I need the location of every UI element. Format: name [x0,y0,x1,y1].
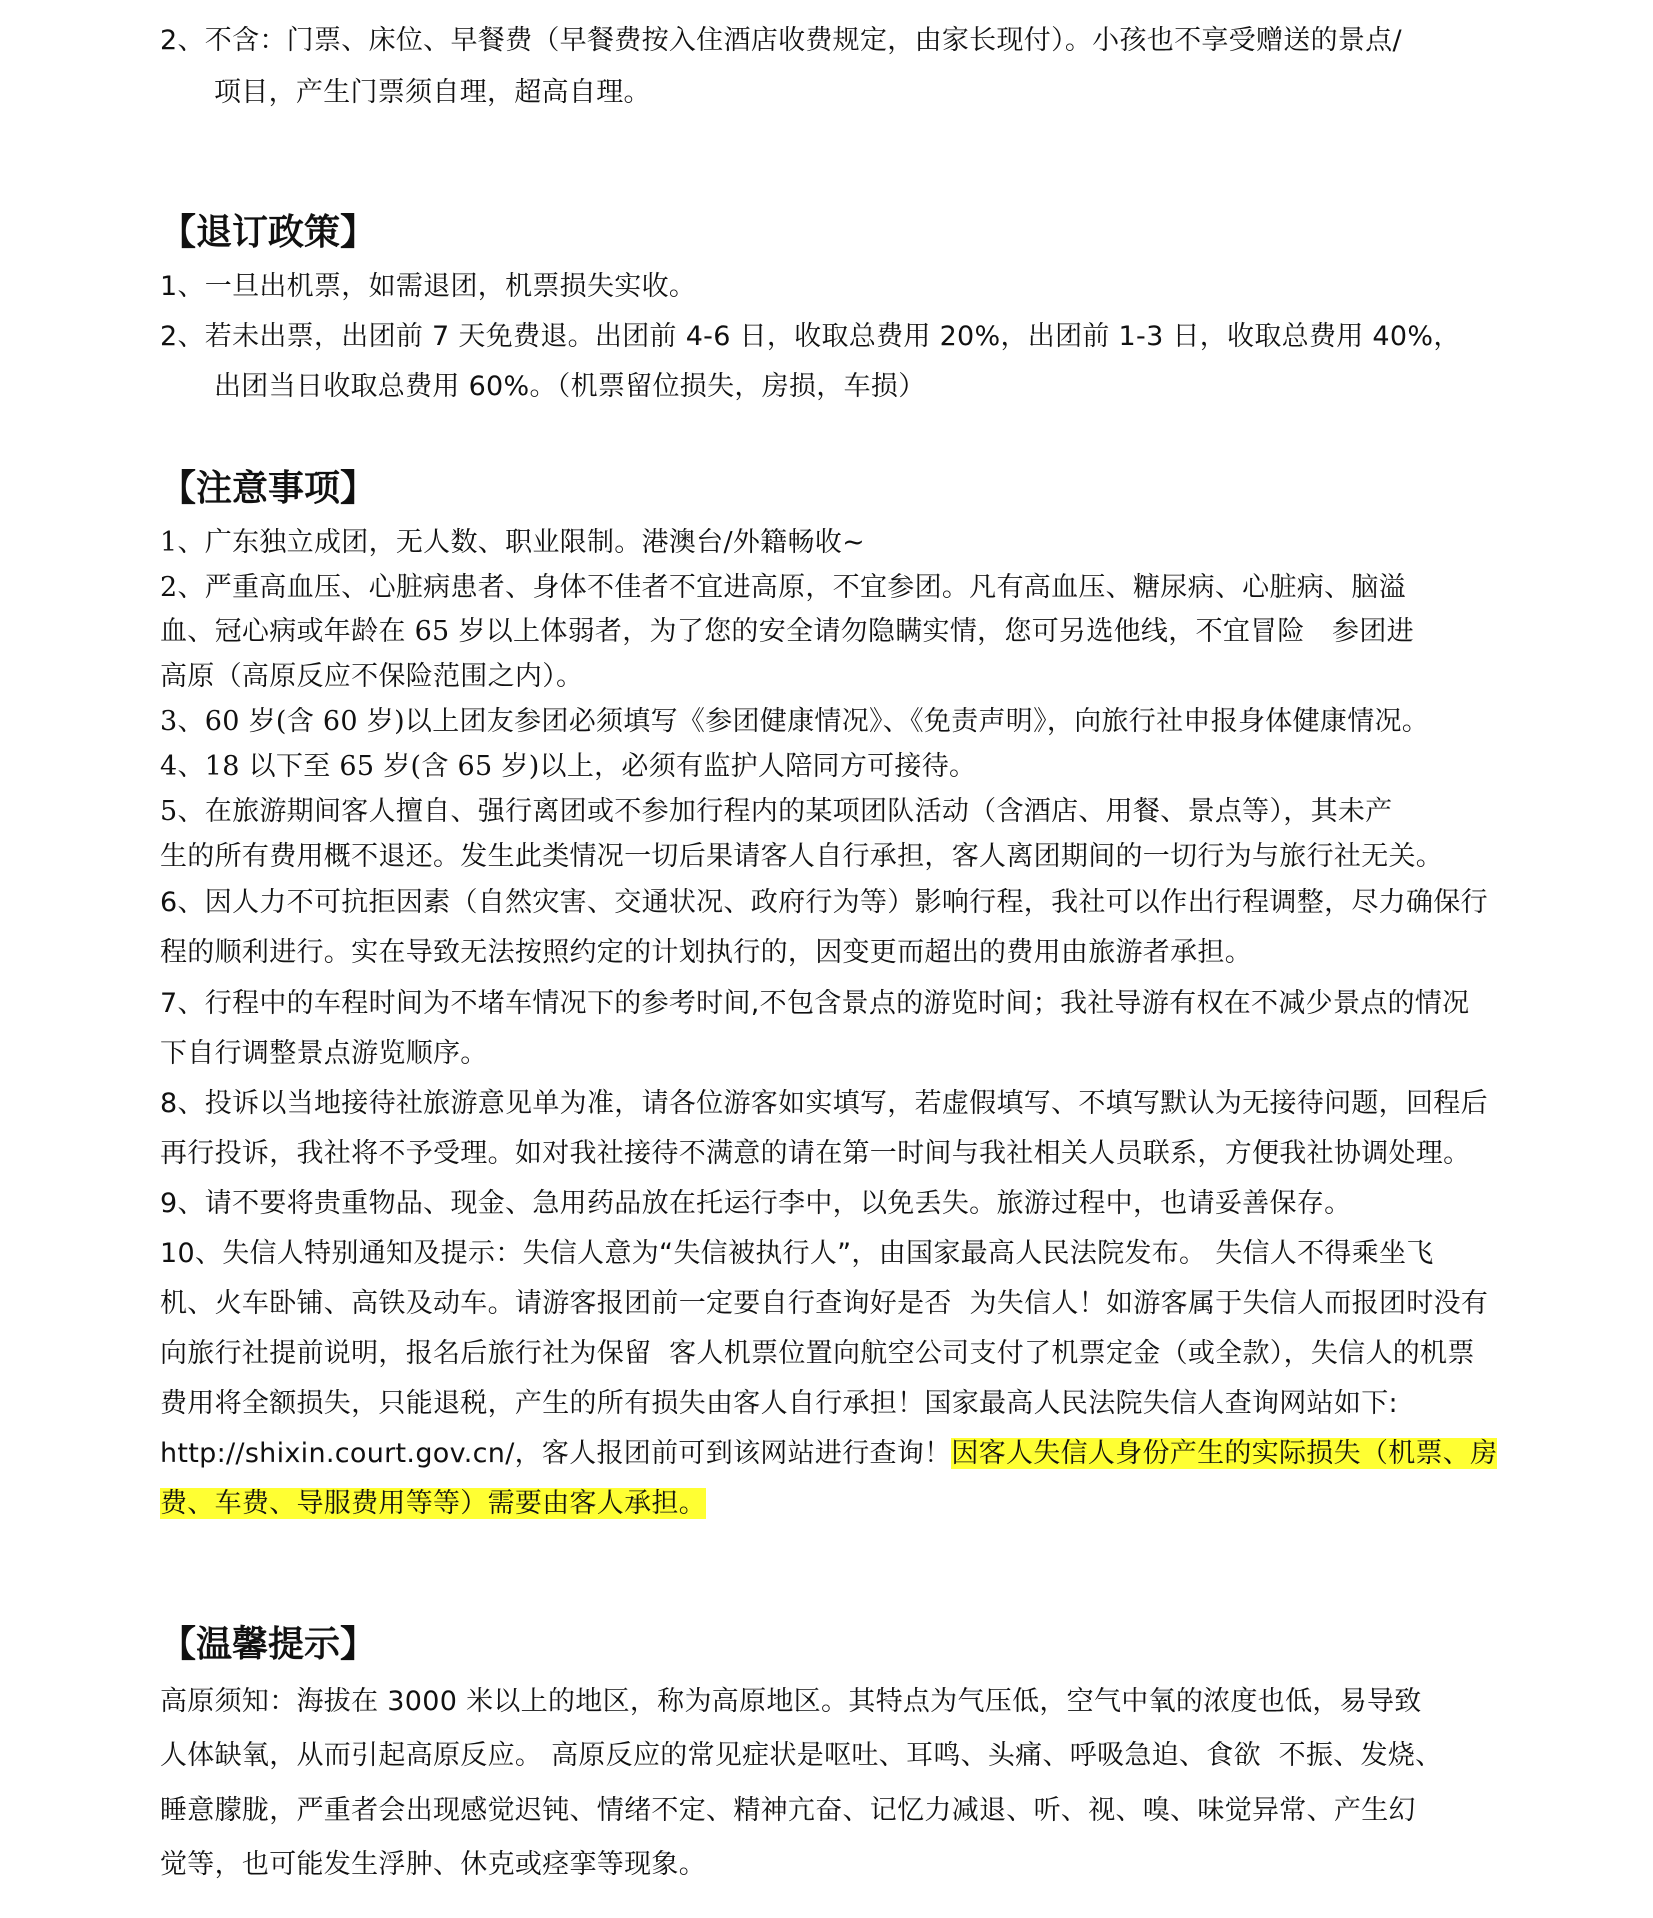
court-website-sentence: http://shixin.court.gov.cn/，客人报团前可到该网站进行查询！ [160,1438,952,1469]
note-10-line-1: 10、失信人特别通知及提示：失信人意为“失信被执行人”，由国家最高人民法院发布。 失信人不得乘坐飞 [160,1238,1434,1269]
fees-excluded-line-2: 项目，产生门票须自理，超高自理。 [214,77,651,108]
tips-line-1: 高原须知：海拔在 3000 米以上的地区，称为高原地区。其特点为气压低，空气中氧的浓度也低，易导致 [160,1686,1422,1717]
note-2-line-1: 2、严重高血压、心脏病患者、身体不佳者不宜进高原，不宜参团。凡有高血压、糖尿病、心脏病、脑溢 [160,572,1406,603]
note-7-line-1: 7、行程中的车程时间为不堵车情况下的参考时间,不包含景点的游览时间；我社导游有权在不减少景点的情况 [160,988,1470,1019]
note-7-line-2: 下自行调整景点游览顺序。 [160,1038,488,1069]
tips-line-4: 觉等，也可能发生浮肿、休克或痉挛等现象。 [160,1849,706,1880]
note-3: 3、60 岁(含 60 岁)以上团友参团必须填写《参团健康情况》、《免责声明》，向旅行社申报身体健康情况。 [160,706,1430,737]
note-4: 4、18 以下至 65 岁(含 65 岁)以上，必须有监护人陪同方可接待。 [160,751,977,782]
note-2-line-2: 血、冠心病或年龄在 65 岁以上体弱者，为了您的安全请勿隐瞒实情，您可另选他线，不宜冒险 参团进 [160,616,1414,647]
highlighted-warning-part-1: 因客人失信人身份产生的实际损失（机票、房 [951,1438,1498,1469]
note-8-line-1: 8、投诉以当地接待社旅游意见单为准，请各位游客如实填写，若虚假填写、不填写默认为无接待问题，回程后 [160,1088,1488,1119]
note-5-line-1: 5、在旅游期间客人擅自、强行离团或不参加行程内的某项团队活动（含酒店、用餐、景点等），其未产 [160,796,1393,827]
note-10-line-5 [160,1431,1497,1470]
highlighted-warning-part-2: 费、车费、导服费用等等）需要由客人承担。 [160,1488,706,1519]
note-9: 9、请不要将贵重物品、现金、急用药品放在托运行李中，以免丢失。旅游过程中，也请妥善保存。 [160,1188,1352,1219]
refund-item-2-line-2: 出团当日收取总费用 60%。（机票留位损失，房损，车损） [214,371,926,402]
notes-heading: 【注意事项】 [160,468,377,509]
refund-item-2-line-1: 2、若未出票，出团前 7 天免费退。出团前 4-6 日，收取总费用 20%，出团前 1-3 日，收取总费用 40%， [160,321,1461,352]
note-1: 1、广东独立成团，无人数、职业限制。港澳台/外籍畅收~ [160,527,865,558]
fees-excluded-line-1: 2、不含：门票、床位、早餐费（早餐费按入住酒店收费规定，由家长现付）。小孩也不享受赠送的景点/ [160,25,1402,56]
refund-item-1: 1、一旦出机票，如需退团，机票损失实收。 [160,271,697,302]
tips-line-3: 睡意朦胧，严重者会出现感觉迟钝、情绪不定、精神亢奋、记忆力减退、听、视、嗅、味觉异常、产生幻 [160,1795,1416,1826]
note-6-line-2: 程的顺利进行。实在导致无法按照约定的计划执行的，因变更而超出的费用由旅游者承担。 [160,937,1252,968]
note-10-line-3: 向旅行社提前说明，报名后旅行社为保留 客人机票位置向航空公司支付了机票定金（或全款），失信人的机票 [160,1338,1475,1369]
note-5-line-2: 生的所有费用概不退还。发生此类情况一切后果请客人自行承担，客人离团期间的一切行为与旅行社无关。 [160,841,1444,872]
note-10-line-2: 机、火车卧铺、高铁及动车。请游客报团前一定要自行查询好是否 为失信人！如游客属于失信人而报团时没有 [160,1288,1489,1319]
tips-line-2: 人体缺氧，从而引起高原反应。 高原反应的常见症状是呕吐、耳鸣、头痛、呼吸急迫、食欲 不振、发烧、 [160,1740,1443,1771]
note-10-line-4: 费用将全额损失，只能退税，产生的所有损失由客人自行承担！国家最高人民法院失信人查询网站如下: [160,1388,1398,1419]
refund-policy-heading: 【退订政策】 [160,212,377,253]
note-10-line-6 [160,1481,706,1520]
tips-heading: 【温馨提示】 [160,1624,377,1665]
note-8-line-2: 再行投诉，我社将不予受理。如对我社接待不满意的请在第一时间与我社相关人员联系，方便我社协调处理。 [160,1138,1471,1169]
note-6-line-1: 6、因人力不可抗拒因素（自然灾害、交通状况、政府行为等）影响行程，我社可以作出行程调整，尽力确保行 [160,887,1488,918]
note-2-line-3: 高原（高原反应不保险范围之内）。 [160,661,584,692]
